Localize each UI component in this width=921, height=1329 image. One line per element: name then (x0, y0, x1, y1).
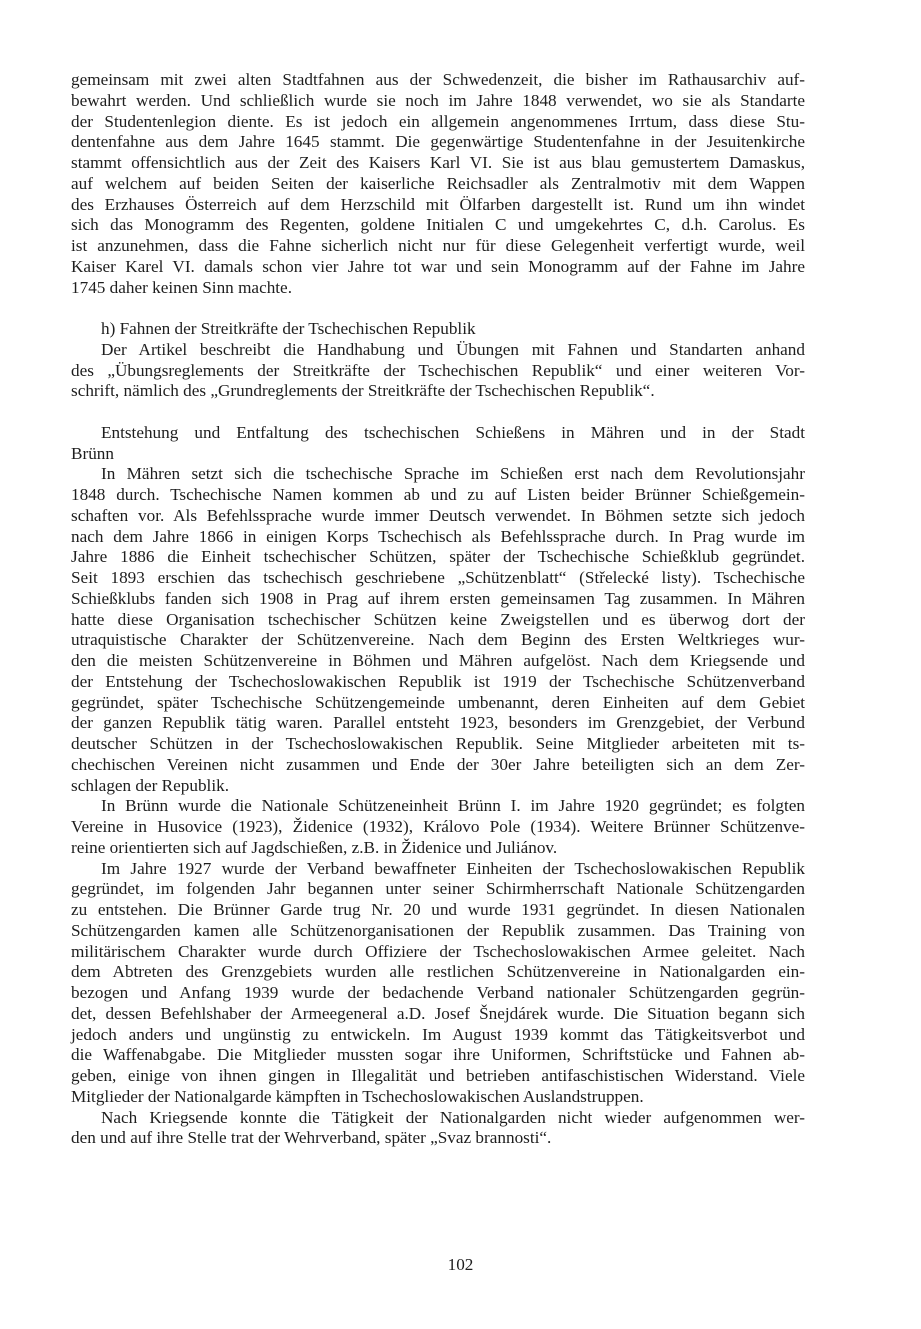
text-line: In Mähren setzt sich die tschechische Sprache im Schießen erst nach dem Revolutionsjahr (101, 464, 805, 484)
text-line: die Waffenabgabe. Die Mitglieder mussten sogar ihre Uniformen, Schriftstücke und Fahnen ab- (71, 1045, 805, 1065)
page-number: 102 (447, 1255, 474, 1274)
text-line: Mitglieder der Nationalgarde kämpften in Tschechoslowakischen Auslandstruppen. (71, 1086, 644, 1106)
text-line: militärischem Charakter wurde durch Offiziere der Tschechoslowakischen Armee geleitet. Nach (71, 941, 805, 961)
text-line: utraquistische Charakter der Schützenvereine. Nach dem Beginn des Ersten Weltkrieges wur- (71, 630, 805, 650)
text-line: Jahre 1886 die Einheit tschechischer Schützen, später der Tschechische Schießklub gegründet. (71, 547, 805, 567)
section-heading-bruenn (71, 423, 805, 465)
paragraph-postwar (71, 1108, 805, 1150)
section-heading-h: h) Fahnen der Streitkräfte der Tschechischen Republik (101, 319, 476, 338)
text-line: der Entstehung der Tschechoslowakischen Republik ist 1919 der Tschechische Schützenverband (71, 671, 805, 691)
text-line: gegründet, im folgenden Jahr begannen unter seiner Schirmherrschaft Nationale Schützengarden (71, 879, 805, 899)
text-line: In Brünn wurde die Nationale Schützeneinheit Brünn I. im Jahre 1920 gegründet; es folgten (101, 796, 805, 816)
text-line: 1848 durch. Tschechische Namen kommen ab und zu auf Listen beider Brünner Schießgemein- (71, 485, 805, 504)
text-line: bewahrt werden. Und schließlich wurde sie noch im Jahre 1848 verwendet, wo sie als Standarte (71, 90, 805, 110)
text-line: dem Abtreten des Grenzgebiets wurden alle restlichen Schützenvereine in Nationalgarden ein- (71, 962, 805, 982)
text-line: den die meisten Schützenvereine in Böhmen und Mähren aufgelöst. Nach dem Kriegsende und (71, 651, 805, 670)
text-line: Kaiser Karel VI. damals schon vier Jahre tot war und sein Monogramm auf der Fahne im Jahre (71, 256, 805, 276)
text-line: gegründet, später Tschechische Schützengemeinde umbenannt, deren Einheiten auf dem Gebiet (71, 692, 805, 712)
document-page (71, 70, 805, 1149)
paragraph-national-guards (71, 859, 805, 1108)
text-line: det, dessen Befehlshaber der Armeegeneral a.D. Josef Šnejdárek wurde. Die Situation begann sich (71, 1003, 805, 1023)
spacer (71, 298, 805, 319)
text-line: bezogen und Anfang 1939 wurde der bedachende Verband nationaler Schützengarden gegrün- (71, 983, 805, 1002)
text-line: ist anzunehmen, dass die Fahne sicherlich nicht nur für diese Gelegenheit verfertigt wurde, weil (71, 236, 805, 255)
text-line: 1745 daher keinen Sinn machte. (71, 277, 292, 297)
text-line: nach dem Jahre 1866 in einigen Korps Tschechisch als Befehlssprache durch. In Prag wurde im (71, 526, 805, 546)
text-line: geben, einige von ihnen gingen in Illegalität und betrieben antifaschistischen Widerstand. Viele (71, 1066, 805, 1085)
text-line: deutscher Schützen in der Tschechoslowakischen Republik. Seine Mitglieder arbeiteten mit ts- (71, 734, 805, 753)
text-line: der ganzen Republik tätig waren. Parallel entsteht 1923, besonders im Grenzgebiet, der Verbund (71, 713, 805, 733)
text-line: reine orientierten sich auf Jagdschießen, z.B. in Židenice und Juliánov. (71, 837, 558, 857)
text-line: Schießklubs fanden sich 1908 in Prag auf ihrem ersten gemeinsamen Tag zusammen. In Mähren (71, 588, 805, 608)
text-line: des Erzhauses Österreich auf dem Herzschild mit Ölfarben dargestellt ist. Rund um ihn windet (71, 194, 805, 214)
text-line: schlagen der Republik. (71, 775, 229, 795)
text-line: des „Übungsreglements der Streitkräfte der Tschechischen Republik“ und einer weiteren Vor- (71, 360, 805, 380)
text-line: den und auf ihre Stelle trat der Wehrverband, später „Svaz brannosti“. (71, 1128, 552, 1148)
paragraph-article-description (71, 340, 805, 402)
text-line: zu entstehen. Die Brünner Garde trug Nr. 20 und wurde 1931 gegründet. In diesen Nationalen (71, 900, 805, 919)
text-line: chechischen Vereinen nicht zusammen und Ende der 30er Jahre beteiligten sich an dem Zer- (71, 754, 805, 774)
text-line: dentenfahne aus dem Jahre 1645 stammt. Die gegenwärtige Studentenfahne in der Jesuitenkirche (71, 132, 805, 152)
text-line: schaften vor. Als Befehlssprache wurde immer Deutsch verwendet. In Böhmen setzte sich jedoch (71, 505, 805, 525)
text-line: hatte diese Organisation tschechischer Schützen keine Zweigstellen und es überwog dort der (71, 609, 805, 629)
text-line: gemeinsam mit zwei alten Stadtfahnen aus der Schwedenzeit, die bisher im Rathausarchiv auf- (71, 70, 805, 89)
text-line: Der Artikel beschreibt die Handhabung und Übungen mit Fahnen und Standarten anhand (101, 339, 805, 359)
paragraph-student-flag (71, 70, 805, 298)
text-line: Schützengarden kamen alle Schützenorganisationen der Republik zusammen. Das Training von (71, 920, 805, 940)
text-line: schrift, nämlich des „Grundreglements der Streitkräfte der Tschechischen Republik“. (71, 381, 655, 401)
heading-line: Entstehung und Entfaltung des tschechischen Schießens in Mähren und in der Stadt (101, 422, 805, 442)
spacer (71, 402, 805, 423)
text-line: jedoch anders und ungünstig zu entwickeln. Im August 1939 kommt das Tätigkeitsverbot und (71, 1024, 805, 1044)
text-line: auf welchem auf beiden Seiten der kaiserliche Reichsadler als Zentralmotiv mit dem Wappen (71, 173, 805, 193)
text-line: Nach Kriegsende konnte die Tätigkeit der Nationalgarden nicht wieder aufgenommen wer- (101, 1107, 805, 1127)
text-line: sich das Monogramm des Regenten, goldene Initialen C und umgekehrtes C, d.h. Carolus. Es (71, 215, 805, 235)
text-line: Vereine in Husovice (1923), Židenice (1932), Královo Pole (1934). Weitere Brünner Schützenve- (71, 817, 805, 836)
heading-line: Brünn (71, 443, 114, 463)
text-line: stammt offensichtlich aus der Zeit des Kaisers Karl VI. Sie ist aus blau gemustertem Damaskus, (71, 153, 805, 172)
text-line: der Studentenlegion diente. Es ist jedoch ein allgemein angenommenes Irrtum, dass diese Stu- (71, 111, 805, 131)
text-line: Seit 1893 erschien das tschechisch geschriebene „Schützenblatt“ (Střelecké listy). Tschechische (71, 568, 805, 587)
text-line: Im Jahre 1927 wurde der Verband bewaffneter Einheiten der Tschechoslowakischen Republik (101, 858, 805, 878)
paragraph-bruenn-units (71, 796, 805, 858)
paragraph-moravia-shooting (71, 464, 805, 796)
